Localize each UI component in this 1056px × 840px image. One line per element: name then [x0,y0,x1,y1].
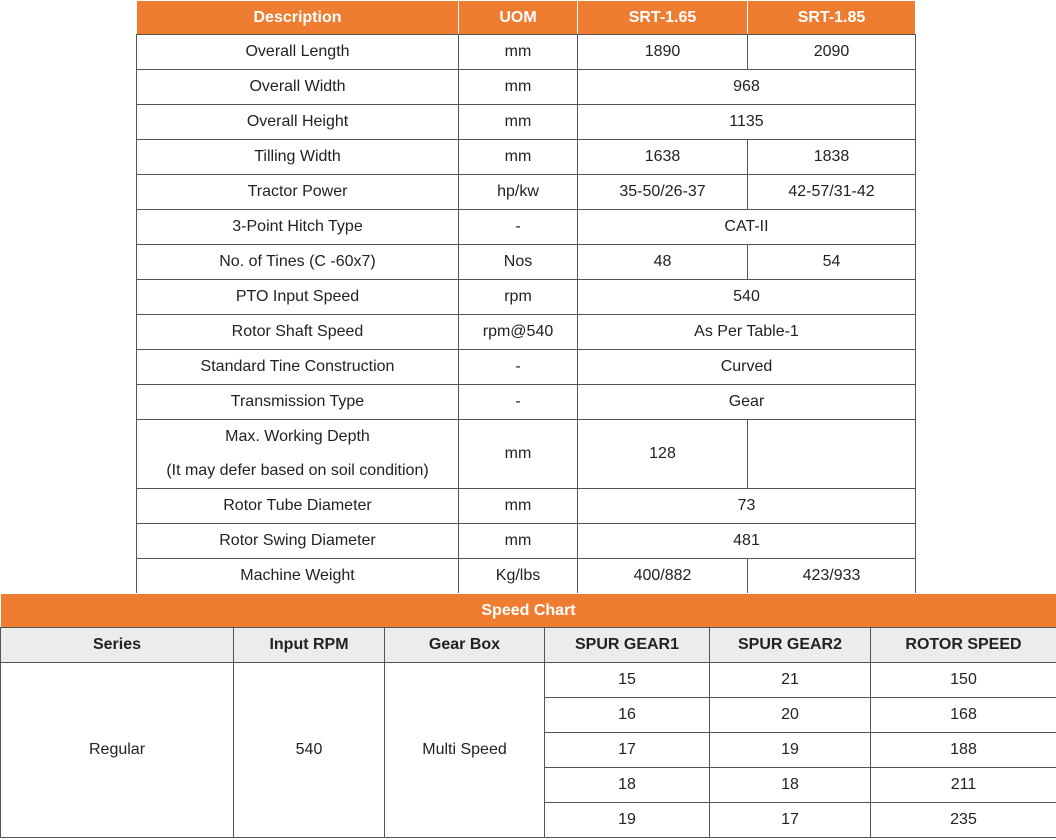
row-description: Tractor Power [137,175,459,210]
row-value-both: CAT-II [578,210,916,245]
row-uom: mm [459,524,578,559]
row-uom: hp/kw [459,175,578,210]
row-value-both: 540 [578,280,916,315]
row-value-srt-165: 400/882 [578,559,748,594]
row-uom: mm [459,140,578,175]
speed-chart-header-row [1,628,1056,663]
table-row [137,280,916,315]
spur-gear2-cell: 18 [710,768,871,803]
row-value-srt-185: 423/933 [748,559,916,594]
table-row [137,524,916,559]
row-uom: mm [459,70,578,105]
row-description: Rotor Swing Diameter [137,524,459,559]
rotor-speed-cell: 188 [871,733,1056,768]
row-description: PTO Input Speed [137,280,459,315]
row-value-srt-185: 1838 [748,140,916,175]
table-row [137,559,916,594]
series-cell: Regular [1,663,234,838]
row-description [137,420,459,489]
row-uom: - [459,385,578,420]
header-input-rpm: Input RPM [234,628,385,663]
row-value-both: Gear [578,385,916,420]
description-line-1: Max. Working Depth [225,428,370,445]
spur-gear2-cell: 20 [710,698,871,733]
row-uom: Nos [459,245,578,280]
table-row [137,350,916,385]
table-row [137,105,916,140]
header-gear-box: Gear Box [385,628,545,663]
row-value-srt-165: 48 [578,245,748,280]
row-value-srt-165: 128 [578,420,748,489]
spur-gear2-cell: 17 [710,803,871,838]
table-row [137,420,916,489]
speed-chart-title: Speed Chart [1,594,1056,628]
description-line-2: (It may defer based on soil condition) [166,462,429,479]
spec-header-row [137,1,916,35]
row-value-srt-185 [748,420,916,489]
header-spur-gear1: SPUR GEAR1 [545,628,710,663]
header-srt-185: SRT-1.85 [748,1,916,35]
table-row [137,70,916,105]
speed-chart-title-row [1,594,1056,628]
row-uom: - [459,210,578,245]
row-description: No. of Tines (C -60x7) [137,245,459,280]
rotor-speed-cell: 211 [871,768,1056,803]
header-srt-165: SRT-1.65 [578,1,748,35]
spur-gear1-cell: 18 [545,768,710,803]
spur-gear1-cell: 19 [545,803,710,838]
row-value-srt-165: 1890 [578,35,748,70]
rotor-speed-cell: 150 [871,663,1056,698]
spur-gear1-cell: 15 [545,663,710,698]
row-value-both: Curved [578,350,916,385]
row-description: Overall Length [137,35,459,70]
header-rotor-speed: ROTOR SPEED [871,628,1056,663]
row-value-both: 481 [578,524,916,559]
row-value-srt-185: 42-57/31-42 [748,175,916,210]
row-description: Standard Tine Construction [137,350,459,385]
table-row [137,385,916,420]
row-uom: rpm@540 [459,315,578,350]
spur-gear2-cell: 21 [710,663,871,698]
row-description: Rotor Shaft Speed [137,315,459,350]
table-row [137,245,916,280]
row-value-both: 968 [578,70,916,105]
row-uom: - [459,350,578,385]
row-value-srt-185: 54 [748,245,916,280]
table-row [137,210,916,245]
row-description: Transmission Type [137,385,459,420]
row-description: Machine Weight [137,559,459,594]
row-uom: mm [459,35,578,70]
input-rpm-cell: 540 [234,663,385,838]
row-value-srt-165: 35-50/26-37 [578,175,748,210]
header-uom: UOM [459,1,578,35]
rotor-speed-cell: 168 [871,698,1056,733]
row-value-both: As Per Table-1 [578,315,916,350]
row-description: 3-Point Hitch Type [137,210,459,245]
gear-box-cell: Multi Speed [385,663,545,838]
spur-gear1-cell: 17 [545,733,710,768]
row-uom: mm [459,105,578,140]
table-row [1,663,1056,698]
table-row [137,315,916,350]
row-uom: rpm [459,280,578,315]
header-series: Series [1,628,234,663]
table-row [137,35,916,70]
table-row [137,175,916,210]
row-description: Rotor Tube Diameter [137,489,459,524]
header-description: Description [137,1,459,35]
spur-gear2-cell: 19 [710,733,871,768]
table-row [137,140,916,175]
row-value-srt-165: 1638 [578,140,748,175]
table-row [137,489,916,524]
specification-table [136,0,916,594]
row-value-srt-185: 2090 [748,35,916,70]
rotor-speed-cell: 235 [871,803,1056,838]
row-description: Overall Width [137,70,459,105]
header-spur-gear2: SPUR GEAR2 [710,628,871,663]
row-value-both: 1135 [578,105,916,140]
row-uom: mm [459,420,578,489]
row-uom: mm [459,489,578,524]
row-description: Overall Height [137,105,459,140]
row-description: Tilling Width [137,140,459,175]
speed-chart-table [0,593,1056,838]
row-uom: Kg/lbs [459,559,578,594]
spur-gear1-cell: 16 [545,698,710,733]
row-value-both: 73 [578,489,916,524]
